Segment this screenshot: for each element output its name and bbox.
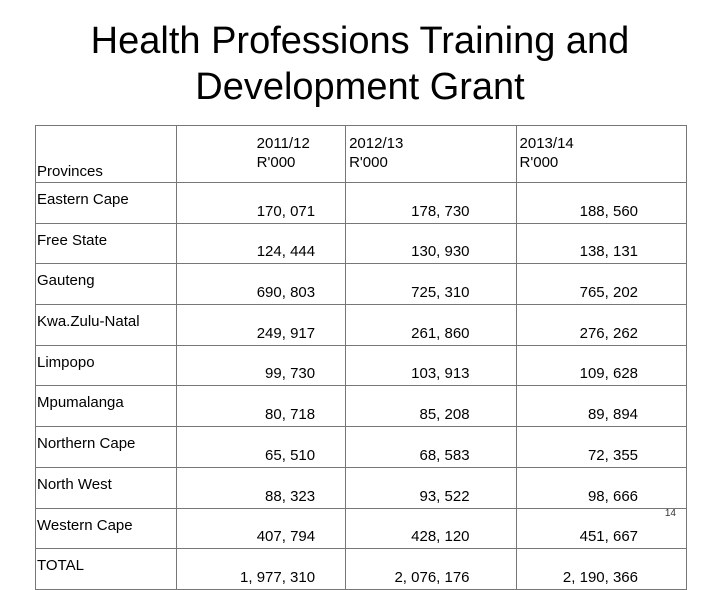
value-cell: 88, 323	[176, 467, 345, 508]
value-cell: 178, 730	[346, 183, 516, 224]
table-row	[36, 305, 687, 346]
header-year-label: 2012/13	[349, 135, 404, 152]
header-year-2011-12	[176, 126, 345, 183]
table-row	[36, 427, 687, 468]
slide-title-line-1: Health Professions Training and	[90, 20, 630, 62]
header-year-label: 2013/14	[519, 135, 574, 152]
total-value-cell: 1, 977, 310	[176, 549, 345, 590]
slide-title	[0, 18, 720, 110]
table-row	[36, 264, 687, 305]
header-unit-label: R'000	[519, 154, 559, 171]
province-cell: Free State	[36, 223, 177, 264]
value-cell: 109, 628	[516, 345, 686, 386]
table-row	[36, 345, 687, 386]
province-cell: Western Cape	[36, 508, 177, 549]
value-cell: 138, 131	[516, 223, 686, 264]
slide-title-line-2: Development Grant	[195, 66, 525, 108]
value-cell: 98, 666	[516, 467, 686, 508]
value-cell: 407, 794	[176, 508, 345, 549]
value-cell: 68, 583	[346, 427, 516, 468]
value-cell: 72, 355	[516, 427, 686, 468]
province-cell: Eastern Cape	[36, 183, 177, 224]
header-year-label: 2011/12	[256, 135, 310, 152]
value-cell: 103, 913	[346, 345, 516, 386]
table-row	[36, 183, 687, 224]
value-cell: 89, 894	[516, 386, 686, 427]
province-cell: Mpumalanga	[36, 386, 177, 427]
value-cell: 99, 730	[176, 345, 345, 386]
table-header-row	[36, 126, 687, 183]
grant-table	[35, 125, 687, 590]
header-unit-label: R'000	[256, 154, 296, 171]
value-cell: 93, 522	[346, 467, 516, 508]
value-cell: 765, 202	[516, 264, 686, 305]
header-provinces: Provinces	[36, 126, 177, 183]
value-cell: 690, 803	[176, 264, 345, 305]
value-cell: 428, 120	[346, 508, 516, 549]
value-cell: 276, 262	[516, 305, 686, 346]
value-cell: 249, 917	[176, 305, 345, 346]
value-cell: 85, 208	[346, 386, 516, 427]
total-value-cell: 2, 076, 176	[346, 549, 516, 590]
table-row-total	[36, 549, 687, 590]
table-row	[36, 386, 687, 427]
value-cell: 451, 667	[516, 508, 686, 549]
value-cell: 261, 860	[346, 305, 516, 346]
value-cell: 65, 510	[176, 427, 345, 468]
header-year-2013-14	[516, 126, 686, 183]
value-cell: 124, 444	[176, 223, 345, 264]
table-row	[36, 508, 687, 549]
header-year-2012-13	[346, 126, 516, 183]
province-cell: Kwa.Zulu-Natal	[36, 305, 177, 346]
province-cell: Gauteng	[36, 264, 177, 305]
total-value-cell: 2, 190, 366	[516, 549, 686, 590]
province-cell: Northern Cape	[36, 427, 177, 468]
value-cell: 725, 310	[346, 264, 516, 305]
province-cell: North West	[36, 467, 177, 508]
page-number: 14	[664, 508, 676, 519]
value-cell: 170, 071	[176, 183, 345, 224]
value-cell: 188, 560	[516, 183, 686, 224]
value-cell: 130, 930	[346, 223, 516, 264]
table-row	[36, 223, 687, 264]
value-cell: 80, 718	[176, 386, 345, 427]
province-cell: Limpopo	[36, 345, 177, 386]
header-unit-label: R'000	[349, 154, 388, 171]
province-cell-total: TOTAL	[36, 549, 177, 590]
table-row	[36, 467, 687, 508]
